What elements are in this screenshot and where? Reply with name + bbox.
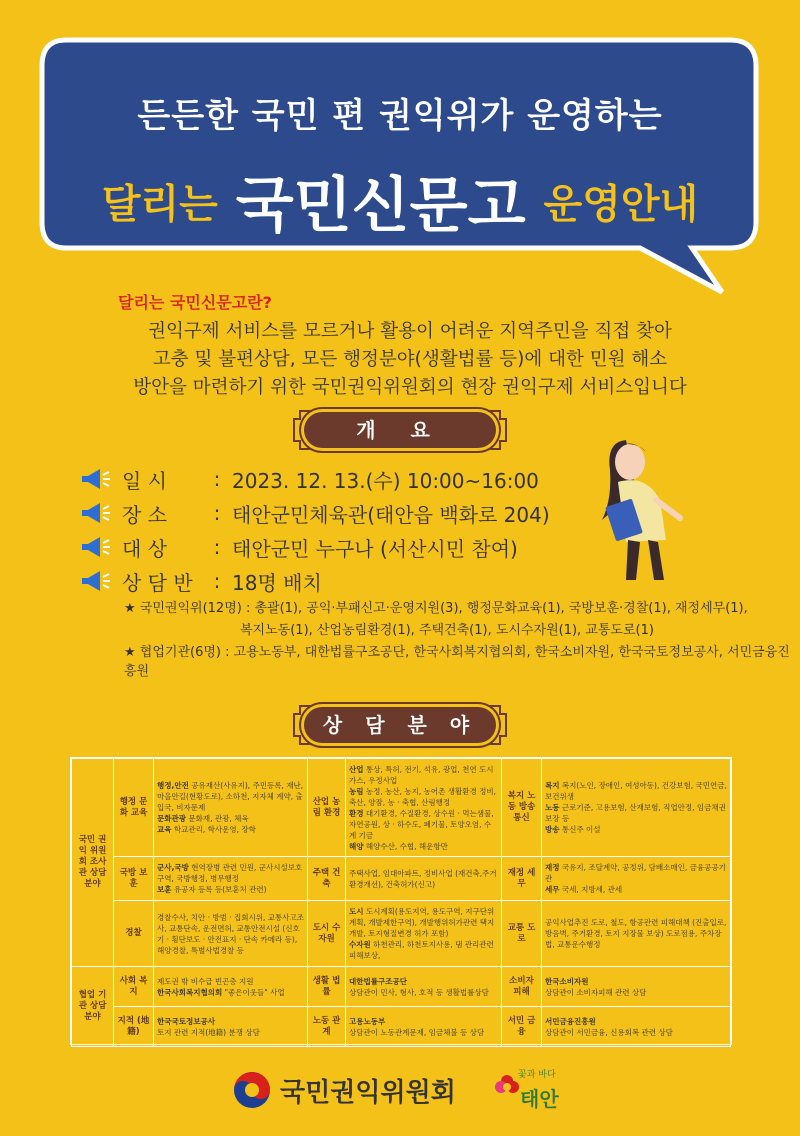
overview-row-target: 대 상 : 태안군민 누구나 (서산시민 참여) bbox=[78, 530, 518, 564]
cat-sobija: 소비자 피해 bbox=[502, 967, 542, 1007]
cat-bokji: 복지 노동 방송 통신 bbox=[502, 759, 542, 857]
group-acrc: 국민 권익 위원회 조사관 상담 분야 bbox=[72, 759, 114, 967]
taean-name: 태안 bbox=[520, 1087, 559, 1111]
row-label: 장 소 bbox=[122, 502, 167, 527]
intro-line: 방안을 마련하기 위한 국민권익위원회의 현장 권익구제 서비스입니다 bbox=[133, 377, 687, 398]
team-note-1: ★ 국민권익위(12명) : 총괄(1), 공익·부패신고·운영지원(3), 행정문화교육(1), 국방보훈·경찰(1), 재정세무(1), bbox=[124, 601, 748, 616]
megaphone-icon bbox=[78, 467, 112, 491]
cell-jaejeong: 재정 국유지, 조달계약, 공정위, 담배소매인, 금융공공기관 세무 국세, 지방세, 관세 bbox=[542, 857, 731, 901]
row-label: 대 상 bbox=[122, 536, 167, 561]
megaphone-icon bbox=[78, 569, 112, 593]
intro-question: 달리는 국민신문고란? bbox=[118, 293, 272, 312]
acrc-logo bbox=[232, 1070, 456, 1110]
team-note-2: 복지노동(1), 산업농림환경(1), 주택건축(1), 도시수자원(1), 교통도로(1) bbox=[240, 623, 654, 638]
cell-seomin: 서민금융진흥원 상담관이 서민금융, 신용회복 관련 상담 bbox=[542, 1007, 731, 1047]
intro-line: 고충 및 불편상담, 모든 행정분야(생활법률 등)에 대한 민원 해소 bbox=[152, 349, 668, 370]
row-label: 상 담 반 bbox=[122, 570, 193, 595]
megaphone-icon bbox=[78, 501, 112, 525]
cat-nodong: 노동 관계 bbox=[308, 1007, 346, 1047]
cell-nodong: 고용노동부 상담관이 노동관계문제, 임금체불 등 상담 bbox=[346, 1007, 502, 1047]
cell-bokji: 복지 복지(노인, 장애인, 여성아동), 건강보험, 국민연금, 보건위생 노동 근로기준, 고용보험, 산재보험, 직업안정, 임금채권보장 등 방송 통신주 이설 bbox=[542, 759, 731, 857]
cell-dosi: 도시 도시계획(용도지역, 용도구역, 지구단위 계획, 개발제한구역), 개발행위허가관련 택지개발, 토지형질변경 허가 포함) 수자원 하천관리, 하천토지사용, 댐 관리관련 피해보상, bbox=[346, 901, 502, 967]
cat-jaejeong: 재정 세무 bbox=[502, 857, 542, 901]
overview-title: 개 요 bbox=[304, 412, 496, 448]
intro-text bbox=[100, 318, 720, 402]
footer-org-name: 국민권익위원회 bbox=[280, 1077, 456, 1108]
cell-gyotong: 공익사업추진 도로, 철도, 항공관련 피해대책 (진출입로, 방음벽, 주거환경, 토지 지장물 보상) 도로점용, 주차장법, 교통운수행정 bbox=[542, 901, 731, 967]
cat-gukbang: 국방 보훈 bbox=[114, 857, 154, 901]
consultation-fields-table bbox=[70, 757, 732, 1045]
cell-saneop: 산업 통상, 특허, 전기, 석유, 광업, 천연 도시가스, 우정사업 농림 농정, 농산, 농지, 농어촌 생활환경 정비, 축산, 양잠, 농 · 축협, 산림행정 환경 대기환경, 수질환경, 상수원 · 먹는샘물, 자연공원, 상 · 하수도, 폐기물, 토양오염, 수계 기금 해양 해양수산, 수협, 해운항만 bbox=[346, 759, 502, 857]
cat-gyotong: 교통 도로 bbox=[502, 901, 542, 967]
row-label: 일 시 bbox=[122, 468, 167, 493]
cat-saenghwal: 생활 법률 bbox=[308, 967, 346, 1007]
cat-dosi: 도시 수자원 bbox=[308, 901, 346, 967]
group-partners: 협업 기관 상담 분야 bbox=[72, 967, 114, 1047]
cell-gukbang: 군사,국방 현역장병 관련 민원, 군사시설보호 구역, 국방행정, 병무행정 보훈 유공자 등록 등(보훈처 관련) bbox=[154, 857, 308, 901]
row-value: 태안군민체육관(태안읍 백화로 204) bbox=[232, 502, 550, 527]
header-line1: 든든한 국민 편 권익위가 운영하는 bbox=[137, 96, 663, 136]
overview-row-place: 장 소 : 태안군민체육관(태안읍 백화로 204) bbox=[78, 496, 550, 530]
cat-jutaek: 주택 건축 bbox=[308, 857, 346, 901]
speech-bubble bbox=[0, 0, 800, 300]
megaphone-icon bbox=[78, 535, 112, 559]
cat-saneop: 산업 농림 환경 bbox=[308, 759, 346, 857]
cat-seomin: 서민 금융 bbox=[502, 1007, 542, 1047]
header-line2 bbox=[0, 158, 800, 244]
cell-haengjeong: 행정,안전 공유재산(사유지), 주민등록, 재난, 마을안길(현황도로), 소하천, 지자체 계약, 출입국, 비자문제 문화관광 문화재, 관광, 체육 교육 학교관리, 학사운영, 장학 bbox=[154, 759, 308, 857]
running-woman-illustration bbox=[596, 430, 706, 590]
cat-jijeok: 지적 (地籍) bbox=[114, 1007, 154, 1047]
cat-gyeongchal: 경찰 bbox=[114, 901, 154, 967]
taean-logo bbox=[490, 1063, 570, 1119]
cell-saenghwal: 대한법률구조공단 상담관이 민사, 형사, 호적 등 생활법률상담 bbox=[346, 967, 502, 1007]
cat-sahoe: 사회 복지 bbox=[114, 967, 154, 1007]
cell-jijeok: 한국국토정보공사 토지 관련 지적(地籍) 분쟁 상담 bbox=[154, 1007, 308, 1047]
cell-sahoe: 제도권 밖 비수급 빈곤층 지원 한국사회복지협의회 "좋은이웃들" 사업 bbox=[154, 967, 308, 1007]
header-guide: 운영안내 bbox=[543, 181, 699, 228]
header-title: 국민신문고 bbox=[235, 171, 526, 241]
overview-row-team: 상 담 반 : 18명 배치 bbox=[78, 564, 322, 598]
cell-gyeongchal: 경찰수사, 치안 · 방범 · 집회시위, 교통사고조사, 교통단속, 운전면허, 교통안전시설 (신호기 · 횡단보도 · 안전표지 · 단속 카메라 등), 해양경찰, 특별사법경찰 등 bbox=[154, 901, 308, 967]
taegeuk-icon bbox=[232, 1070, 272, 1110]
cell-jutaek: 주택사업, 임대아파트, 정비사업 (재건축,주거환경개선), 건축허가(신고) bbox=[346, 857, 502, 901]
cell-sobija: 한국소비자원 상담관이 소비자피해 관련 상담 bbox=[542, 967, 731, 1007]
intro-line: 권익구제 서비스를 모르거나 활용이 어려운 지역주민을 직접 찾아 bbox=[148, 321, 672, 342]
row-value: 2023. 12. 13.(수) 10:00~16:00 bbox=[232, 468, 539, 493]
taean-slogan: 꽃과 바다 bbox=[518, 1070, 556, 1080]
fields-title: 상 담 분 야 bbox=[304, 707, 496, 743]
header-running: 달리는 bbox=[101, 181, 218, 228]
team-note-3: ★ 협업기관(6명) : 고용노동부, 대한법률구조공단, 한국사회복지협의회, 한국소비자원, 한국국토정보공사, 서민금융진흥원 bbox=[124, 645, 790, 679]
cat-haengjeong: 행정 문화 교육 bbox=[114, 759, 154, 857]
row-value: 18명 배치 bbox=[232, 570, 322, 595]
overview-row-date: 일 시 : 2023. 12. 13.(수) 10:00~16:00 bbox=[78, 462, 539, 496]
row-value: 태안군민 누구나 (서산시민 참여) bbox=[232, 536, 518, 561]
